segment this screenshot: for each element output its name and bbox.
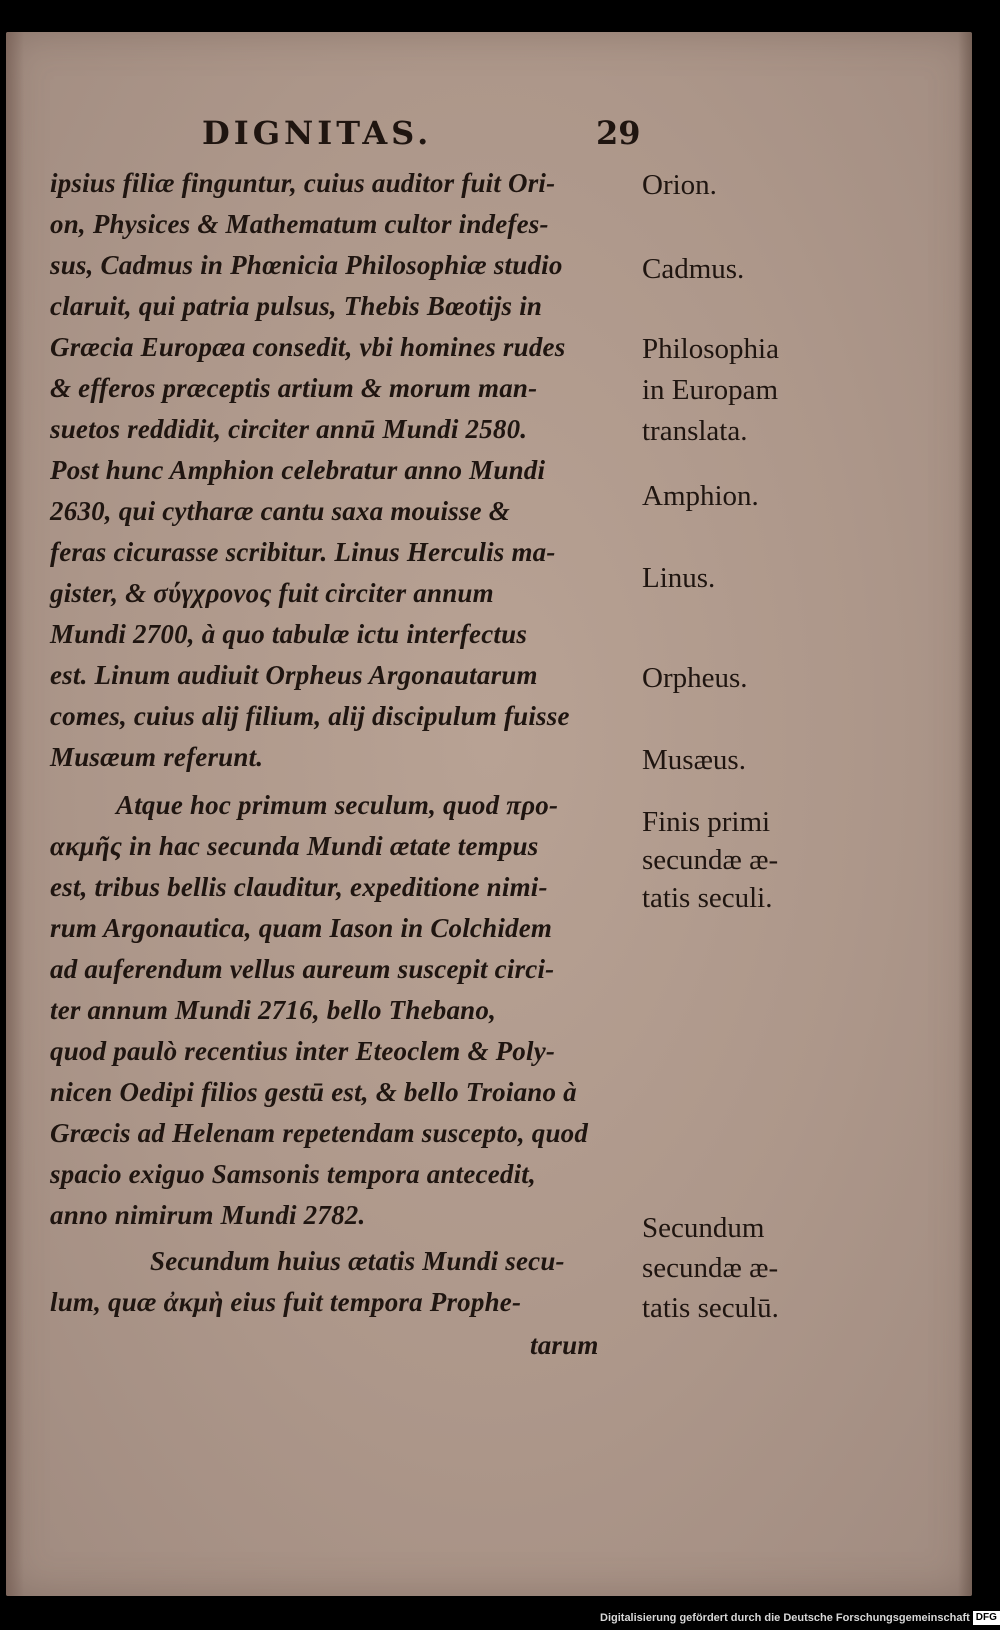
text-line: est, tribus bellis clauditur, expeditione nimi- — [50, 872, 548, 902]
text-line: ad auferendum vellus aureum suscepit circi- — [50, 954, 555, 984]
catchword: tarum — [530, 1330, 599, 1360]
margin-note: Linus. — [642, 562, 716, 594]
text-line: & efferos præceptis artium & morum man- — [50, 373, 538, 403]
text-line: ter annum Mundi 2716, bello Thebano, — [50, 995, 497, 1025]
book-page — [6, 32, 972, 1596]
margin-note: secundæ æ- — [642, 1252, 779, 1284]
margin-note: in Europam — [642, 374, 779, 406]
text-line: Mundi 2700, à quo tabulæ ictu interfectus — [50, 619, 528, 649]
text-line: sus, Cadmus in Phœnicia Philosophiæ studio — [50, 250, 563, 280]
text-line: suetos reddidit, circiter annū Mundi 2580. — [50, 414, 528, 444]
text-line: spacio exiguo Samsonis tempora antecedit, — [50, 1159, 536, 1189]
text-line-indent: Secundum huius ætatis Mundi secu- — [150, 1246, 565, 1276]
credit-text: Digitalisierung gefördert durch die Deutsche Forschungsgemeinschaft — [600, 1611, 970, 1624]
margin-note: Musæus. — [642, 744, 746, 776]
margin-note: Finis primi — [642, 806, 771, 838]
running-head: DIGNITAS. — [202, 114, 433, 152]
text-line: claruit, qui patria pulsus, Thebis Bœotijs in — [50, 291, 543, 321]
dfg-logo: DFG — [973, 1611, 1000, 1625]
text-line: feras cicurasse scribitur. Linus Herculis ma- — [50, 537, 556, 567]
text-line: ipsius filiæ finguntur, cuius auditor fuit Ori- — [50, 168, 556, 198]
page-number: 29 — [596, 114, 641, 152]
text-line: Græcia Europæa consedit, vbi homines rudes — [50, 332, 566, 362]
margin-note: Orion. — [642, 169, 717, 201]
margin-note: tatis seculū. — [642, 1292, 779, 1324]
text-line: anno nimirum Mundi 2782. — [50, 1200, 366, 1230]
text-line: rum Argonautica, quam Iason in Colchidem — [50, 913, 553, 943]
text-line: Post hunc Amphion celebratur anno Mundi — [50, 455, 546, 485]
digitization-credit — [600, 1611, 997, 1627]
text-line: gister, & σύγχρονος fuit circiter annum — [50, 578, 494, 608]
margin-note: Cadmus. — [642, 253, 745, 285]
text-line: comes, cuius alij filium, alij discipulum fuisse — [50, 701, 570, 731]
text-line: quod paulò recentius inter Eteoclem & Poly- — [50, 1036, 556, 1066]
margin-note: tatis seculi. — [642, 882, 773, 914]
text-line: lum, quæ ἀκμὴ eius fuit tempora Prophe- — [50, 1287, 522, 1317]
margin-note: Secundum — [642, 1212, 765, 1244]
text-line: Græcis ad Helenam repetendam suscepto, quod — [50, 1118, 589, 1148]
text-line: est. Linum audiuit Orpheus Argonautarum — [50, 660, 538, 690]
text-line: nicen Oedipi filios gestū est, & bello Troiano à — [50, 1077, 577, 1107]
text-line: 2630, qui cytharæ cantu saxa mouisse & — [50, 496, 510, 526]
text-line-indent: Atque hoc primum seculum, quod προ- — [116, 790, 559, 820]
margin-note: Philosophia — [642, 333, 779, 365]
margin-note: Amphion. — [642, 480, 759, 512]
page-shadow-right — [958, 32, 972, 1596]
text-line: ακμῆς in hac secunda Mundi ætate tempus — [50, 831, 539, 861]
margin-note: Orpheus. — [642, 662, 748, 694]
text-line: Musæum referunt. — [50, 742, 264, 772]
text-line: on, Physices & Mathematum cultor indefes- — [50, 209, 549, 239]
margin-note: translata. — [642, 415, 748, 447]
page-shadow-left — [6, 32, 24, 1596]
margin-note: secundæ æ- — [642, 844, 779, 876]
